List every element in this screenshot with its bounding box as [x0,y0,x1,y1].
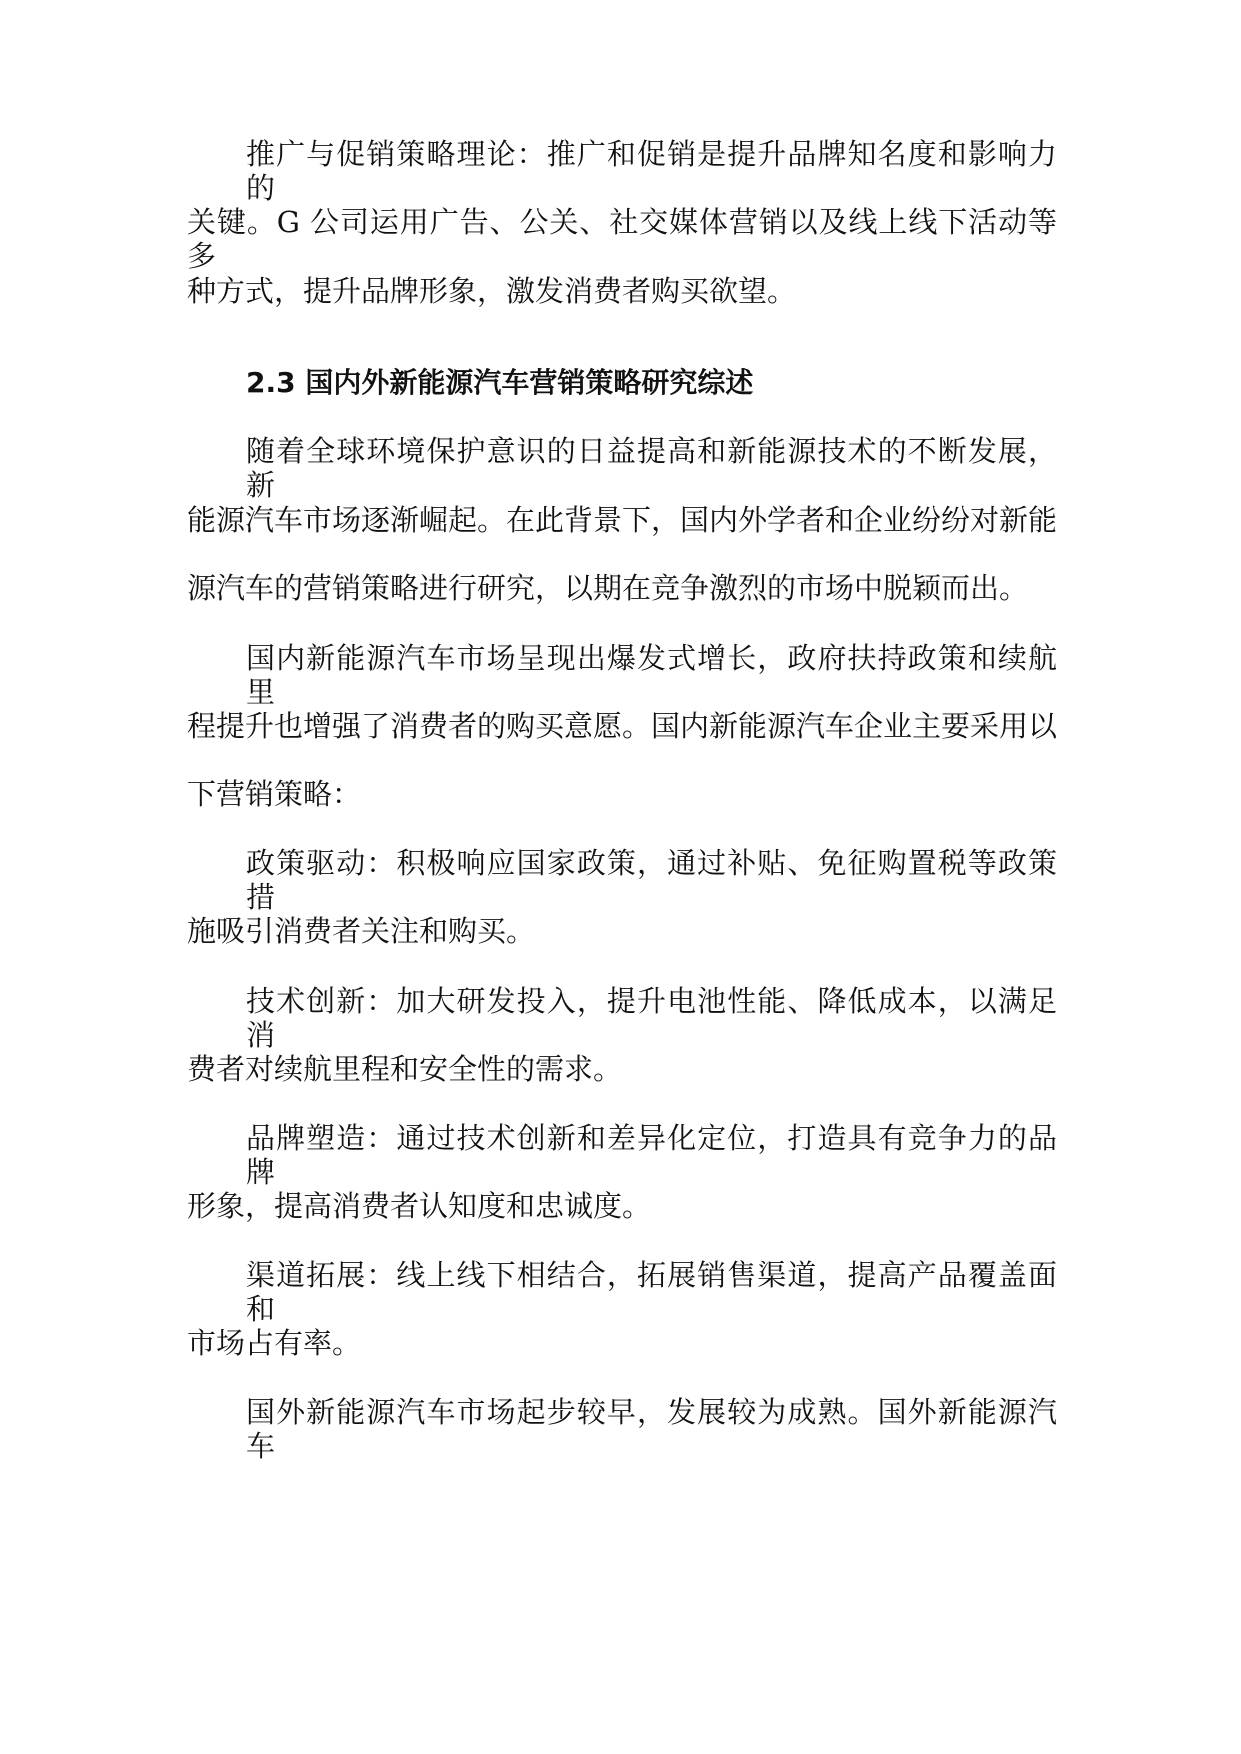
text-line: 随着全球环境保护意识的日益提高和新能源技术的不断发展，新 [246,434,1057,502]
text-line: 国内新能源汽车市场呈现出爆发式增长，政府扶持政策和续航里 [246,641,1057,709]
text-line: 形象，提高消费者认知度和忠诚度。 [187,1189,652,1223]
text-line: 下营销策略： [187,777,362,811]
text-line: 市场占有率。 [187,1326,362,1360]
text-line: 渠道拓展：线上线下相结合，拓展销售渠道，提高产品覆盖面和 [246,1258,1057,1326]
section-heading: 2.3 国内外新能源汽车营销策略研究综述 [246,366,754,399]
text-line: 国外新能源汽车市场起步较早，发展较为成熟。国外新能源汽车 [246,1395,1057,1463]
text-line: 程提升也增强了消费者的购买意愿。国内新能源汽车企业主要采用以 [187,709,1058,743]
text-line: 政策驱动：积极响应国家政策，通过补贴、免征购置税等政策措 [246,846,1057,914]
text-line: 费者对续航里程和安全性的需求。 [187,1052,623,1086]
text-line: 能源汽车市场逐渐崛起。在此背景下，国内外学者和企业纷纷对新能 [187,503,1058,537]
text-line: 种方式，提升品牌形象，激发消费者购买欲望。 [187,274,797,308]
text-line: 施吸引消费者关注和购买。 [187,914,536,948]
text-line: 技术创新：加大研发投入，提升电池性能、降低成本，以满足消 [246,984,1057,1052]
text-line: 品牌塑造：通过技术创新和差异化定位，打造具有竞争力的品牌 [246,1121,1057,1189]
text-line: 推广与促销策略理论：推广和促销是提升品牌知名度和影响力的 [246,137,1057,205]
text-line: 关键。G 公司运用广告、公关、社交媒体营销以及线上线下活动等多 [187,205,1057,273]
text-line: 源汽车的营销策略进行研究，以期在竞争激烈的市场中脱颖而出。 [187,571,1029,605]
